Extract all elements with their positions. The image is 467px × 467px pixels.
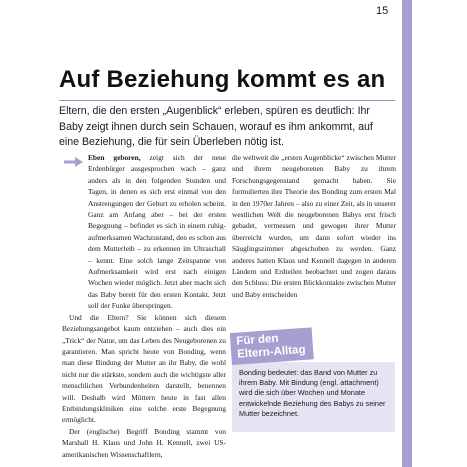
tip-heading (230, 327, 314, 365)
tip-heading-line-2: Eltern-Alltag (236, 343, 306, 361)
body-paragraph-4: die weltweit die „ersten Augenblicke“ zwischen Mutter und ihrem neugeborenen Baby zu ihrem Forschungsgegenstand gemacht haben. Sie formulierten ihre Theorie des Bonding zum ersten Mal in den 1970er Jahren – also zu einer Zeit, als in unserer westlichen Welt die neugeborenen Babys erst frisch gebadet, vermessen und gewogen ihrer Mutter überreicht wurden, um dann sofort wieder ins Säuglingszimmer abgeschoben zu werden. Ganz anderes hatten Klaus und Kennell dagegen in anderen Ländern und Erdteilen beobachtet und zogen daraus den Schluss: Die ersten Blickkontakte zwischen Mutter und Baby entscheiden (232, 153, 396, 299)
page-title: Auf Beziehung kommt es an (59, 66, 386, 93)
body-paragraph-1 (62, 152, 226, 312)
tip-box (232, 362, 395, 432)
side-color-bar (402, 0, 412, 467)
lead-text: Eltern, die den ersten „Augenblick“ erleben, spüren es deutlich: Ihr Baby zeigt ihnen durch sein Schauen, worauf es ihm ankommt, auf eine Beziehung, die für sein Überleben nötig ist. (59, 105, 373, 148)
body-paragraph-3: Der (englische) Begriff Bonding stammt von Marshall H. Klaus und John H. Kennell, zwei US-amerikanischen Wissenschaftlern, (62, 426, 226, 459)
lead-paragraph (59, 104, 395, 151)
page-number: 15 (376, 5, 389, 17)
body-paragraph-2: Und die Eltern? Sie können sich diesem Beziehungsangebot kaum entziehen – auch dies ein „Trick“ der Natur, um das Leben des Neugeborenen zu garantieren. Man spricht heute von Bonding, wenn man diese Bindung der Mutter an ihr Baby, die wohl nicht nur die stärkste, sondern auch die wichtigste aller menschlichen Verbundenheiten darstellt, benennen will. Deshalb wird Müttern heute in fast allen Entbindungskliniken eine solche erste Begegnung ermöglicht. (62, 312, 226, 425)
tip-text: Bonding bedeutet: das Band von Mutter zu ihrem Baby. Mit Bindung (engl. attachment) wird die sich über Wochen und Monate entwickelnde Beziehung des Babys zu seiner Mutter bezeichnet. (239, 368, 386, 418)
text-column-left (62, 152, 226, 460)
title-divider (59, 100, 395, 101)
text-column-right (232, 152, 396, 300)
tip-heading-line-1: Für den (235, 332, 279, 348)
body-paragraph-1-text: zeigt sich der neue Erdenbürger ausgesprochen wach – ganz anders als in den folgenden Stunden und Tagen, in denen es sich erst einmal von den Anstrengungen der Geburt zu erholen scheint. Ganz am Anfang aber – bei der ersten Begegnung – befindet es sich in einem ruhig-aufmerksamen Wachzustand, den es schon aus dem Mutterleib – zu erkennen im Ultraschall – kennt. Eine solch lange Zeitspanne von Aufmerksamkeit wird erst nach einigen Wochen wieder möglich. Jetzt aber macht sich das Baby bereit für den ersten Kontakt. Jetzt soll der Funke überspringen. (88, 153, 226, 311)
lead-in: Eben geboren, (88, 153, 141, 162)
